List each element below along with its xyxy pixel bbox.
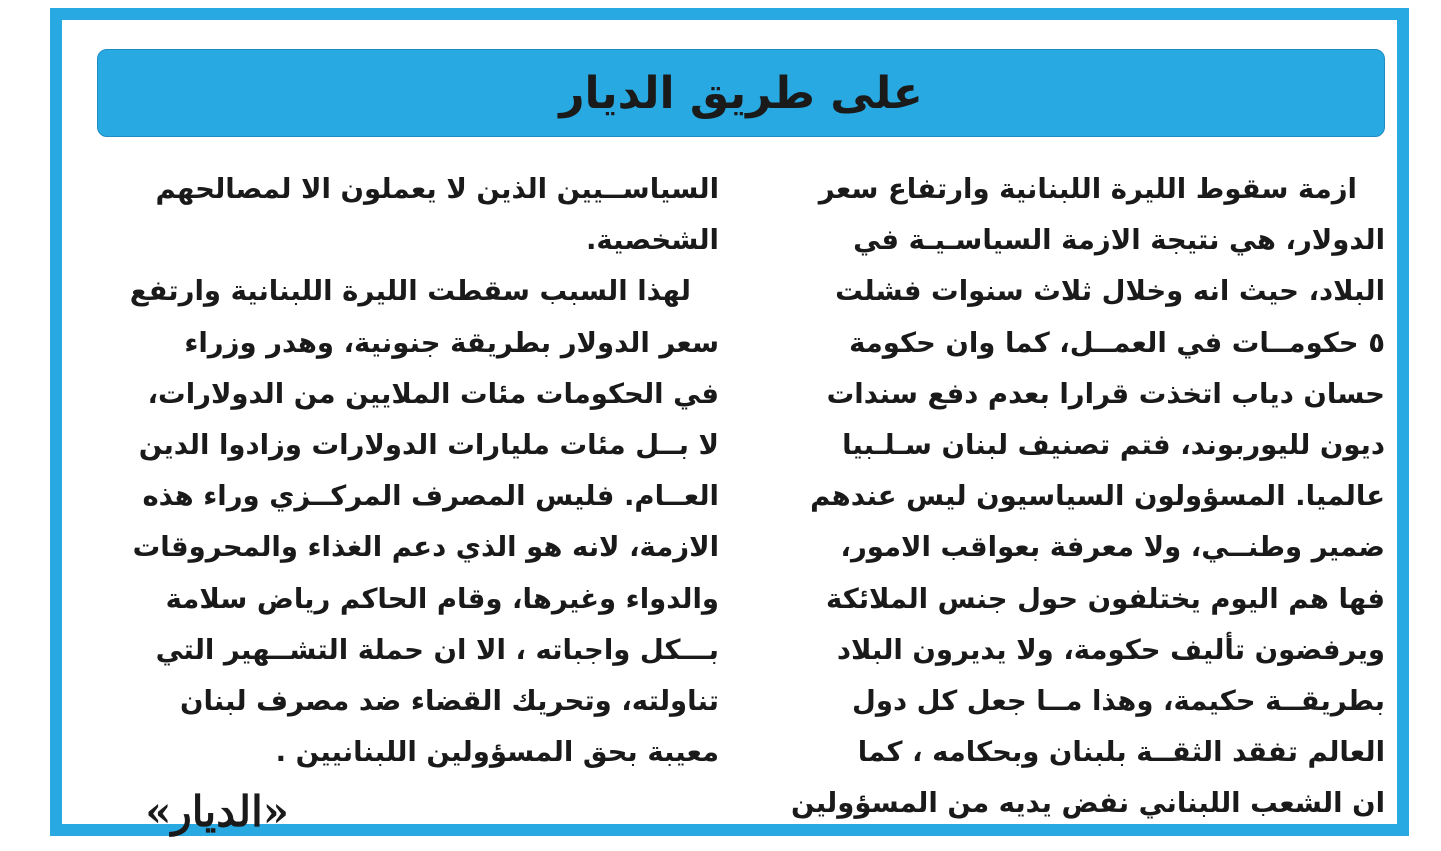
article-line: الازمة، لانه هو الذي دعم الغذاء والمحروقات — [132, 531, 719, 564]
title-bar — [97, 49, 1385, 137]
article-frame — [50, 8, 1409, 836]
article-line: ان الشعب اللبناني نفض يديه من المسؤولين — [790, 787, 1385, 820]
article-column-left — [97, 164, 719, 842]
article-line: ضمير وطنــي، ولا معرفة بعواقب الامور، — [840, 531, 1385, 564]
article-line: تناولته، وتحريك القضاء ضد مصرف لبنان — [179, 684, 719, 717]
article-line: حسان دياب اتخذت قرارا بعدم دفع سندات — [826, 377, 1385, 410]
article-line: الشخصية. — [585, 224, 719, 257]
article-line: البلاد، حيث انه وخلال ثلاث سنوات فشلت — [835, 275, 1385, 308]
article-column-right — [763, 164, 1385, 829]
article-line: الدولار، هي نتيجة الازمة السياسـيـة في — [853, 224, 1385, 257]
article-line: بـــكل واجباته ، الا ان حملة التشــهير التي — [155, 633, 719, 666]
article-line: ويرفضون تأليف حكومة، ولا يديرون البلاد — [836, 633, 1385, 666]
article-line: ٥ حكومــات في العمــل، كما وان حكومة — [849, 326, 1385, 359]
article-line: لهذا السبب سقطت الليرة اللبنانية وارتفع — [129, 275, 691, 308]
signature: «الديار» — [145, 787, 289, 837]
article-line: بطريقــة حكيمة، وهذا مــا جعل كل دول — [852, 684, 1385, 717]
article-line: فها هم اليوم يختلفون حول جنس الملائكة — [826, 582, 1385, 615]
article-line: لا بــل مئات مليارات الدولارات وزادوا الدين — [138, 428, 719, 461]
article-line: ازمة سقوط الليرة اللبنانية وارتفاع سعر — [818, 173, 1357, 205]
article-line: العــام. فليس المصرف المركــزي وراء هذه — [142, 480, 719, 513]
article-line: ديون لليوربوند، فتم تصنيف لبنان سـلـبيا — [842, 428, 1385, 461]
article-line: السياســيين الذين لا يعملون الا لمصالحهم — [155, 173, 719, 205]
article-line: العالم تفقد الثقــة بلبنان وبحكامه ، كما — [857, 736, 1385, 769]
article-line: معيبة بحق المسؤولين اللبنانيين . — [275, 736, 719, 769]
article-title: على طريق الديار — [559, 67, 923, 119]
article-line: والدواء وغيرها، وقام الحاكم رياض سلامة — [165, 582, 719, 615]
article-line: في الحكومات مئات الملايين من الدولارات، — [147, 377, 719, 410]
article-line: عالميا. المسؤولون السياسيون ليس عندهم — [810, 480, 1385, 513]
article-line: سعر الدولار بطريقة جنونية، وهدر وزراء — [184, 326, 719, 359]
